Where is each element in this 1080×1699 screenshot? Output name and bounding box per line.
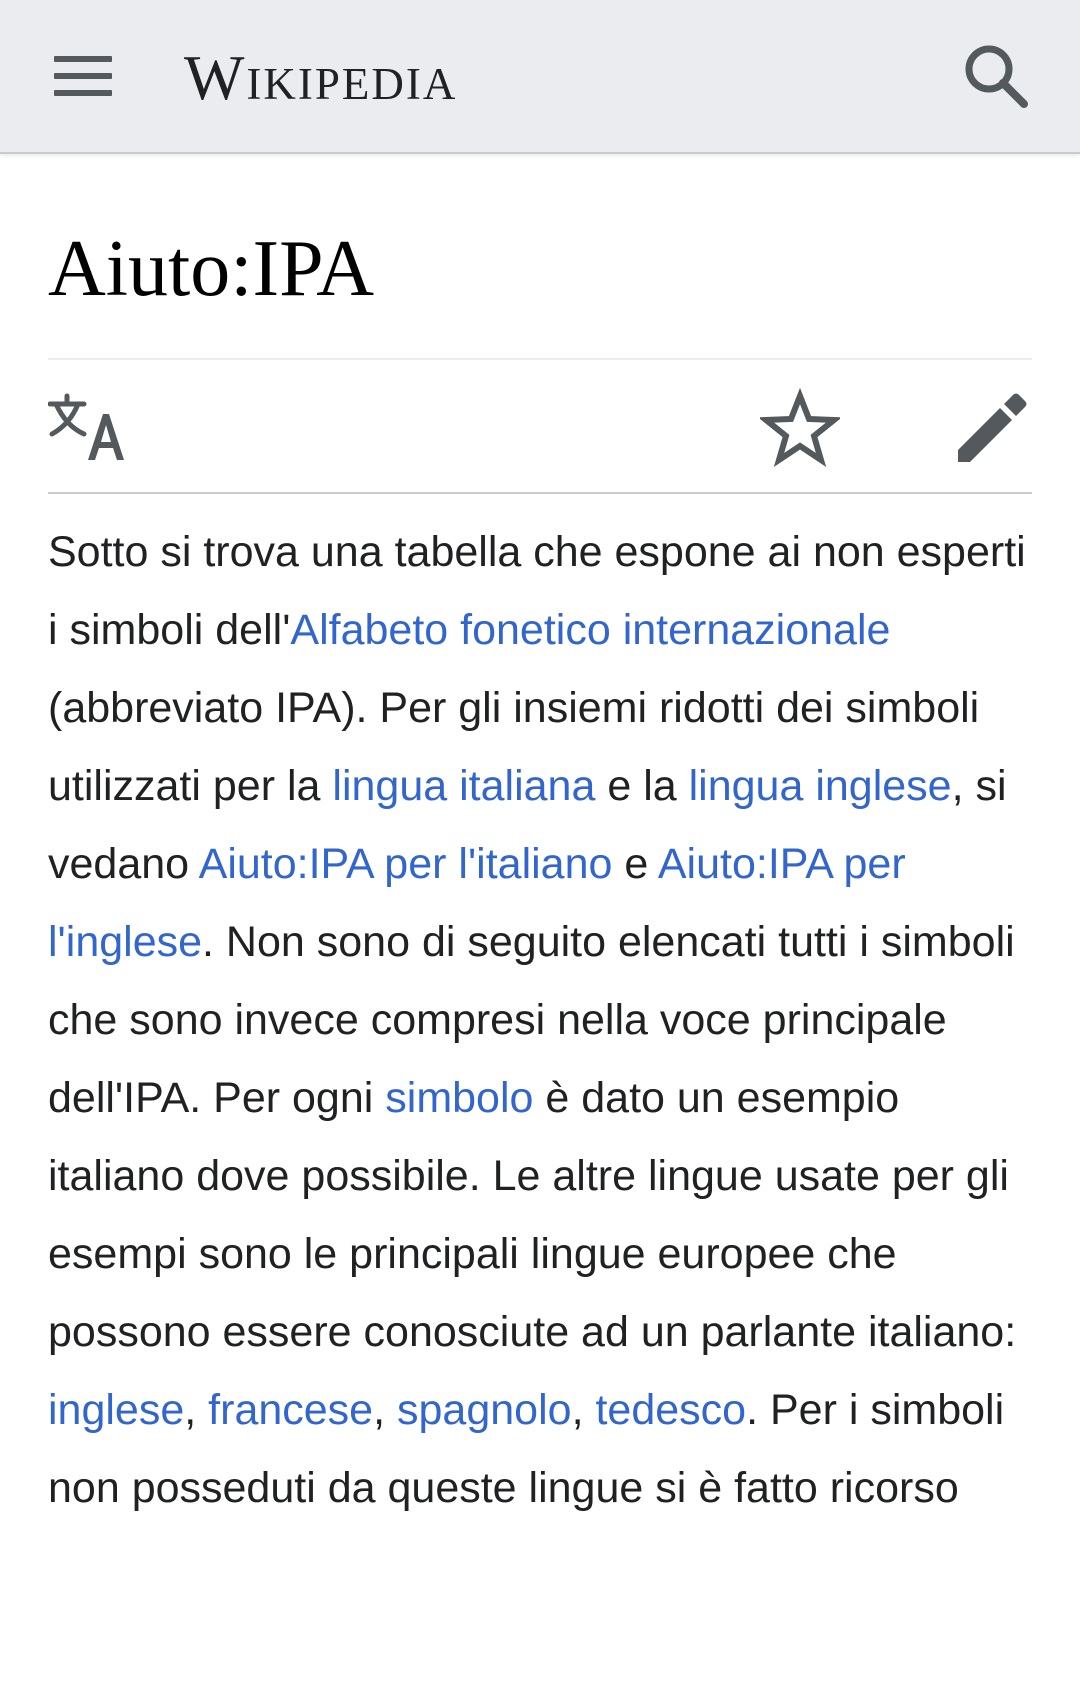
star-icon-graphic (760, 388, 840, 468)
intro-paragraph (48, 513, 1032, 1527)
link-alfabeto-fonetico-internazionale[interactable]: Alfabeto fonetico internazionale (290, 606, 891, 654)
pencil-icon[interactable] (952, 388, 1032, 468)
text: è dato un esempio italiano dove possibile. Le altre lingue usate per gli esempi sono le principali lingue europee che possono essere conosciute ad un parlante italiano: (48, 1074, 1017, 1356)
wikipedia-logo[interactable]: Wikipedia (184, 42, 458, 113)
language-icon[interactable] (48, 388, 128, 468)
language-icon-graphic (48, 388, 128, 468)
link-simbolo[interactable]: simbolo (385, 1074, 534, 1122)
article-content (48, 154, 1032, 1527)
top-app-bar (0, 0, 1080, 154)
text: e la (595, 762, 689, 810)
hamburger-menu-icon[interactable] (48, 44, 118, 108)
text: , (184, 1386, 209, 1434)
link-inglese[interactable]: inglese (48, 1386, 185, 1434)
text: , (373, 1386, 398, 1434)
menu-line (54, 56, 112, 62)
text: , (571, 1386, 596, 1434)
link-aiuto-ipa-inglese[interactable]: Aiuto:IPA per l'inglese (48, 840, 906, 966)
text: , si vedano (48, 762, 1007, 888)
page-title: Aiuto:IPA (48, 225, 375, 313)
link-spagnolo[interactable]: spagnolo (397, 1386, 572, 1434)
search-icon[interactable] (958, 38, 1034, 114)
search-icon-graphic (958, 38, 1034, 114)
text: e (612, 840, 658, 888)
pencil-icon-graphic (952, 388, 1032, 468)
link-lingua-inglese[interactable]: lingua inglese (688, 762, 952, 810)
text: . Non sono di seguito elencati tutti i simboli che sono invece compresi nella voce principale dell'IPA. Per ogni (48, 918, 1015, 1122)
page-actions-bar (48, 358, 1032, 494)
text: (abbreviato IPA). Per gli insiemi ridotti dei simboli utilizzati per la (48, 684, 980, 810)
link-lingua-italiana[interactable]: lingua italiana (332, 762, 596, 810)
text: Sotto si trova una tabella che espone ai non esperti i simboli dell' (48, 528, 1026, 654)
star-icon[interactable] (760, 388, 840, 468)
link-tedesco[interactable]: tedesco (595, 1386, 747, 1434)
menu-line (54, 73, 112, 79)
link-aiuto-ipa-italiano[interactable]: Aiuto:IPA per l'italiano (198, 840, 613, 888)
link-francese[interactable]: francese (208, 1386, 374, 1434)
text: . Per i simboli non posseduti da queste lingue si è fatto ricorso (48, 1386, 1005, 1512)
menu-line (54, 90, 112, 96)
